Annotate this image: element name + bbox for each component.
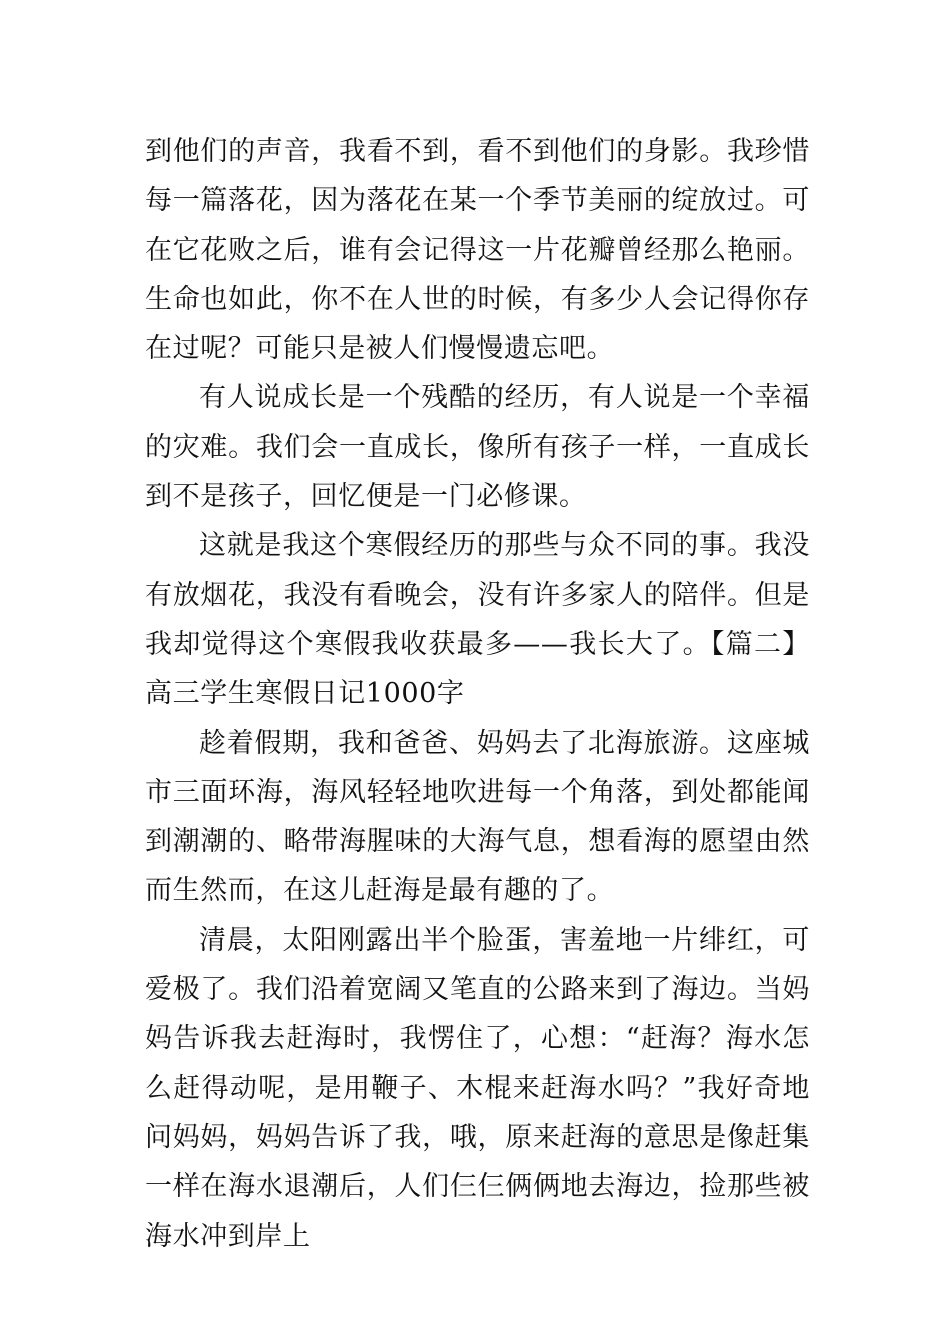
paragraph-1: 到他们的声音，我看不到，看不到他们的身影。我珍惜每一篇落花，因为落花在某一个季节美丽的绽放过。可在它花败之后，谁有会记得这一片花瓣曾经那么艳丽。生命也如此，你不在人世的时候，有多少人会记得你存在过呢？可能只是被人们慢慢遗忘吧。	[145, 136, 810, 365]
paragraph-5: 清晨，太阳刚露出半个脸蛋，害羞地一片绯红，可爱极了。我们沿着宽阔又笔直的公路来到了海边。当妈妈告诉我去赶海时，我愣住了，心想：“赶海？海水怎么赶得动呢，是用鞭子、木棍来赶海水吗？”我好奇地问妈妈，妈妈告诉了我，哦，原来赶海的意思是像赶集一样在海水退潮后，人们仨仨俩俩地去海边，捡那些被海水冲到岸上	[145, 924, 810, 1252]
paragraph-2: 有人说成长是一个残酷的经历，有人说是一个幸福的灾难。我们会一直成长，像所有孩子一样，一直成长到不是孩子，回忆便是一门必修课。	[145, 382, 810, 513]
body-text	[145, 127, 810, 1261]
paragraph-4: 趁着假期，我和爸爸、妈妈去了北海旅游。这座城市三面环海，海风轻轻地吹进每一个角落，到处都能闻到潮潮的、略带海腥味的大海气息，想看海的愿望由然而生然而，在这儿赶海是最有趣的了。	[145, 727, 810, 907]
paragraph-3: 这就是我这个寒假经历的那些与众不同的事。我没有放烟花，我没有看晚会，没有许多家人的陪伴。但是我却觉得这个寒假我收获最多——我长大了。【篇二】高三学生寒假日记1000字	[145, 530, 810, 710]
